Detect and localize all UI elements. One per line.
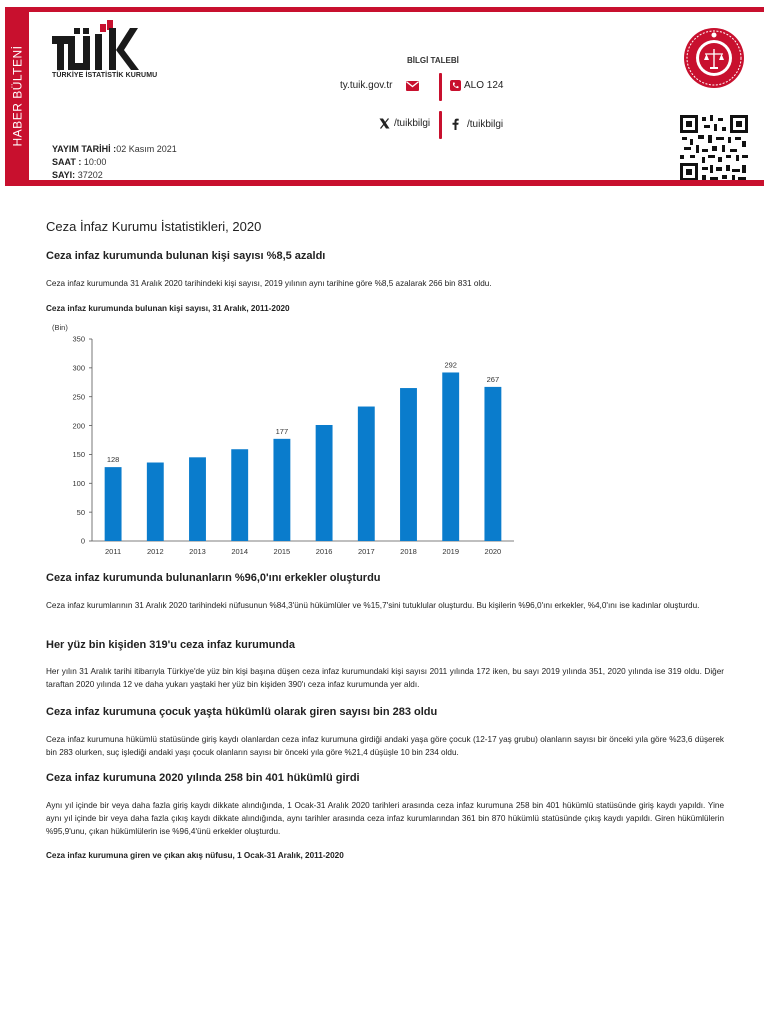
- envelope-icon: [406, 81, 419, 91]
- bar: [105, 467, 122, 541]
- bulletin-title: Ceza İnfaz Kurumu İstatistikleri, 2020: [46, 219, 262, 234]
- facebook-icon: [452, 118, 459, 130]
- publication-meta: YAYIM TARİHİ :02 Kasım 2021 SAAT : 10:00 SAYI: 37202: [52, 144, 177, 180]
- section-heading-5: Ceza infaz kurumuna 2020 yılında 258 bin 401 hükümlü girdi: [46, 772, 360, 784]
- y-tick-label: 150: [72, 450, 85, 460]
- x-twitter-icon: [379, 118, 390, 129]
- x-tick-label: 2013: [189, 547, 206, 556]
- contact-divider: [439, 73, 442, 101]
- publication-date: 02 Kasım 2021: [116, 144, 177, 154]
- website-contact[interactable]: [340, 80, 419, 91]
- data-label: 128: [106, 455, 120, 465]
- data-label: 267: [486, 374, 500, 384]
- section-heading-1: Ceza infaz kurumunda bulunan kişi sayısı %8,5 azaldı: [46, 250, 326, 262]
- bar: [358, 407, 375, 541]
- x-tick-label: 2014: [231, 547, 249, 556]
- y-tick-label: 200: [72, 421, 85, 431]
- twitter-handle[interactable]: /tuikbilgi: [394, 118, 431, 129]
- bar: [442, 372, 459, 541]
- y-tick-label: 100: [72, 478, 85, 488]
- y-tick-label: 250: [72, 392, 85, 402]
- x-tick-label: 2016: [315, 547, 333, 556]
- chart-caption-2: Ceza infaz kurumuna giren ve çıkan akış nüfusu, 1 Ocak-31 Aralık, 2011-2020: [46, 851, 344, 860]
- ministry-seal-icon: [683, 27, 745, 89]
- x-tick-label: 2020: [484, 547, 502, 556]
- bar: [273, 439, 290, 541]
- news-bulletin-sidebar: [5, 12, 29, 180]
- y-tick-label: 350: [72, 334, 85, 344]
- section-text-5: Aynı yıl içinde bir veya daha fazla giriş kaydı dikkate alındığında, 1 Ocak-31 Aralık 2020 tarihleri arasında ceza infaz kurumuna 258 bin 401 hükümlü statüsünde giriş kaydı yapıldı. Yine aynı yıl içinde bir veya daha fazla çıkış kaydı dikkate alındığında, aynı tarihler arasında ceza infaz kurumlarından 361 bin 870 hükümlü statüsünde çıkış kaydı yapıldı. Giren hükümlülerin %95,9'unu, çıkan hükümlülerin ise %96,4'ünü erkekler oluşturdu.: [46, 801, 724, 836]
- facebook-handle[interactable]: /tuikbilgi: [467, 118, 504, 130]
- data-label: 292: [444, 360, 457, 370]
- section-heading-4: Ceza infaz kurumuna çocuk yaşta hükümlü olarak giren sayısı bin 283 oldu: [46, 706, 438, 718]
- header-bottom-bar: [5, 180, 764, 186]
- prison-population-bar-chart: [44, 318, 524, 564]
- bar: [400, 388, 417, 541]
- x-tick-label: 2012: [146, 547, 164, 556]
- phone-contact[interactable]: [450, 80, 503, 91]
- chart-caption: Ceza infaz kurumunda bulunan kişi sayısı, 31 Aralık, 2011-2020: [46, 304, 290, 313]
- x-tick-label: 2011: [105, 547, 122, 556]
- y-tick-label: 0: [80, 536, 85, 546]
- bar: [316, 425, 333, 541]
- sidebar-label: HABER BÜLTENİ: [10, 45, 24, 147]
- logo-subtitle: TÜRKİYE İSTATİSTİK KURUMU: [52, 72, 158, 79]
- section-text-4: Ceza infaz kurumuna hükümlü statüsünde giriş kaydı olanlardan ceza infaz kurumuna girdiği andaki yaşa göre çocuk (12-17 yaş grubu) olanların sayısı bir önceki yıla göre %23,6 düşerek bin 283 olurken, suç işlediği andaki yaşı çocuk olanların sayısı bir önceki yıla göre %21,4 düşüşle 10 bin 234 oldu.: [46, 735, 724, 757]
- bar: [484, 387, 501, 541]
- bar: [189, 457, 206, 541]
- phone-number: ALO 124: [464, 80, 504, 91]
- publication-number: 37202: [77, 170, 103, 180]
- website-link[interactable]: ty.tuik.gov.tr: [340, 80, 393, 91]
- social-divider: [439, 111, 442, 139]
- facebook-contact[interactable]: [452, 118, 503, 130]
- y-tick-label: 300: [72, 363, 85, 373]
- x-tick-label: 2015: [273, 547, 291, 556]
- data-label: 177: [275, 426, 289, 436]
- y-tick-label: 50: [76, 507, 85, 517]
- bar: [231, 449, 248, 541]
- bar: [147, 463, 164, 541]
- header-top-bar: [5, 7, 764, 12]
- section-text-1: Ceza infaz kurumunda 31 Aralık 2020 tarihindeki kişi sayısı, 2019 yılının aynı tarihine göre %8,5 azalarak 266 bin 831 oldu.: [46, 279, 492, 288]
- section-text-2: Ceza infaz kurumlarının 31 Aralık 2020 tarihindeki nüfusunun %84,3'ünü hükümlüler ve %15,7'sini tutuklular oluşturdu. Bu kişilerin %96,0'ını erkekler, %4,0'ını ise kadınlar oluşturdu.: [46, 601, 700, 610]
- section-heading-3: Her yüz bin kişiden 319'u ceza infaz kurumunda: [46, 639, 295, 651]
- section-text-3: Her yılın 31 Aralık tarihi itibarıyla Türkiye'de yüz bin kişi başına düşen ceza infaz kurumundaki kişi sayısı 2011 yılında 172 iken, bu sayı 2019 yılında 351, 2020 yılında ise 319 oldu. Diğer taraftan 2020 yılında 12 ve daha yukarı yaştaki her yüz bin kişiden 390'ı ceza infaz kurumunda yer aldı.: [46, 667, 724, 689]
- publication-time: 10:00: [83, 157, 107, 167]
- y-axis-unit-label: (Bin): [52, 323, 68, 332]
- twitter-contact[interactable]: [379, 118, 430, 129]
- x-tick-label: 2018: [400, 547, 417, 556]
- x-tick-label: 2017: [357, 547, 375, 556]
- x-tick-label: 2019: [442, 547, 460, 556]
- info-request-title: BİLGİ TALEBİ: [407, 56, 459, 65]
- section-heading-2: Ceza infaz kurumunda bulunanların %96,0'ını erkekler oluşturdu: [46, 572, 381, 584]
- qr-code-icon[interactable]: [680, 115, 748, 181]
- phone-icon: [450, 80, 461, 91]
